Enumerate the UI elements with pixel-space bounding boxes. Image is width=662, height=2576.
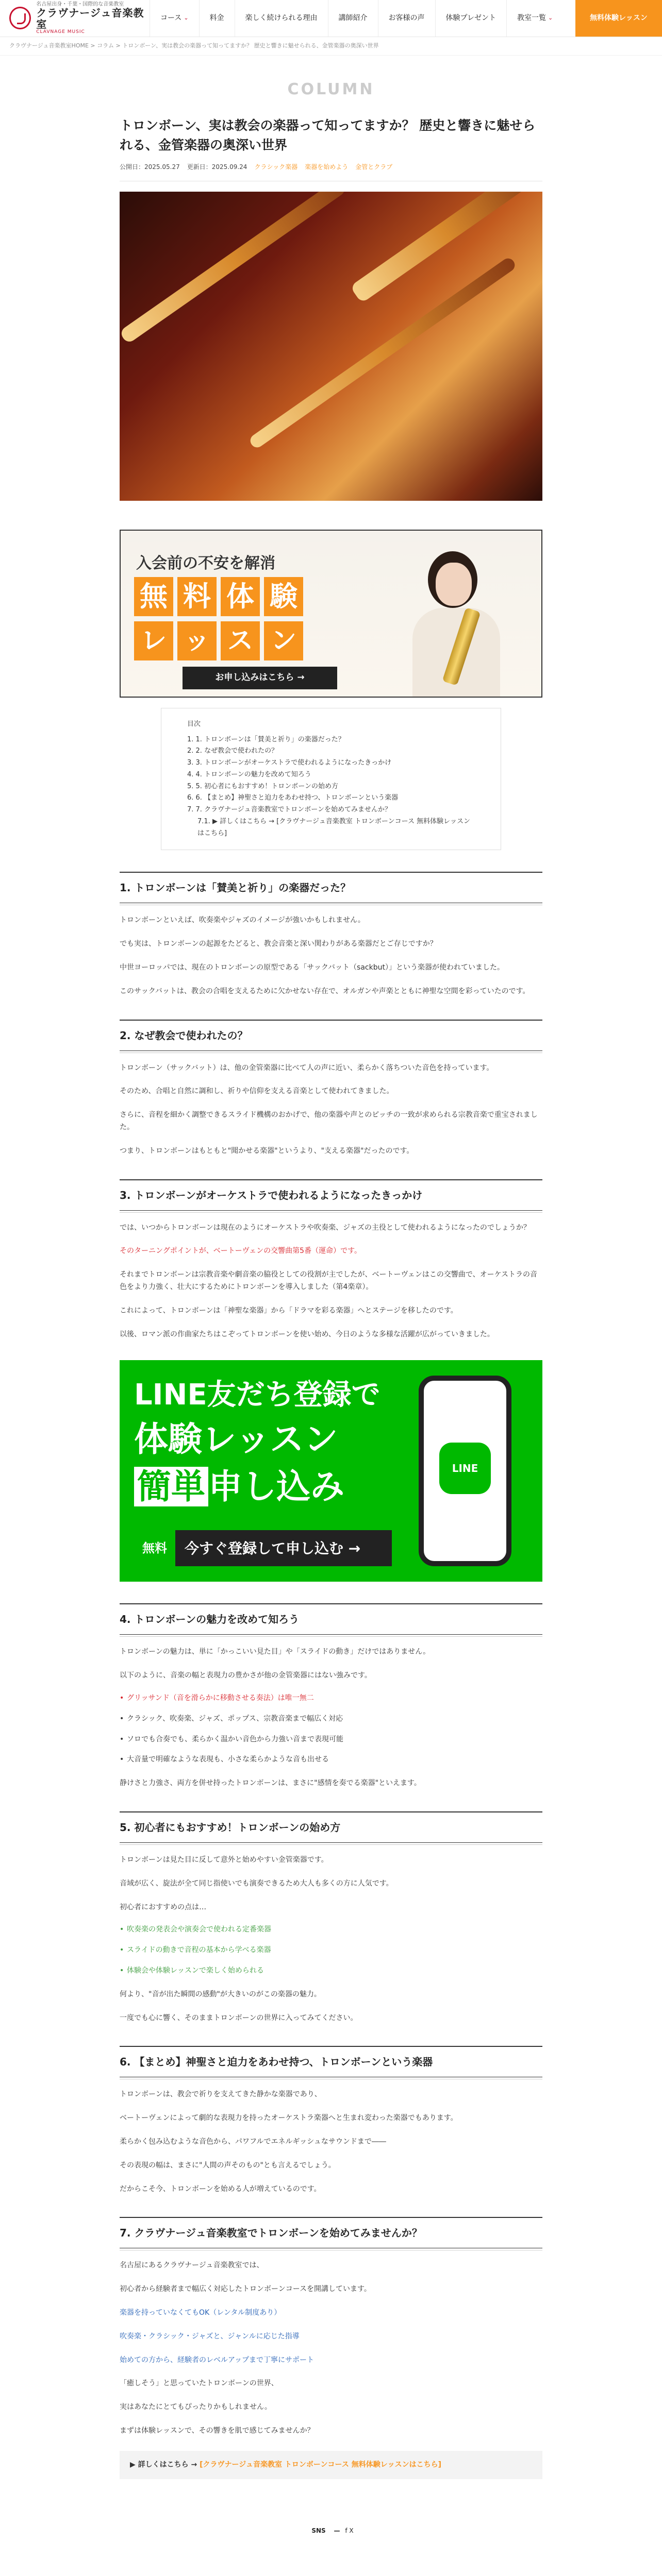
breadcrumb[interactable]: クラヴナージュ音楽教室HOME > コラム > トロンボーン、実は教会の楽器って知ってますか？ 歴史と響きに魅せられる、金管楽器の奥深い世界 — [0, 37, 662, 56]
list-item: • ソロでも合奏でも、柔らかく温かい音色から力強い音まで表現可能 — [120, 1734, 542, 1746]
paragraph: このサックバットは、教会の合唱を支えるために欠かせない存在で、オルガンや声楽とともに神聖な空間を彩っていたのです。 — [120, 987, 530, 995]
paragraph: だからこそ今、トロンボーンを始める人が増えているのです。 — [120, 2184, 321, 2193]
saxophone-player-image — [392, 531, 521, 698]
toc-title: 目次 — [187, 720, 201, 728]
nav-item-course[interactable]: コース ⌄ — [150, 0, 199, 37]
main-nav — [150, 0, 575, 37]
section-heading: 7. クラヴナージュ音楽教室でトロンボーンを始めてみませんか？ — [120, 2217, 542, 2248]
list-item: • 吹奏楽の発表会や演奏会で使われる定番楽器 — [120, 1924, 542, 1936]
line-banner-headline: LINE友だち登録で — [134, 1378, 380, 1412]
paragraph: 以下のように、音楽の幅と表現力の豊かさが他の金管楽器にはない強みです。 — [120, 1671, 372, 1680]
table-of-contents — [161, 708, 501, 851]
paragraph: 音域が広く、旋法が全て同じ指使いでも演奏できるため大人も多くの方に人気です。 — [120, 1879, 393, 1888]
paragraph: 吹奏楽・クラシック・ジャズと、ジャンルに応じた指導 — [120, 2332, 300, 2341]
paragraph: 一度でも心に響く、そのままトロンボーンの世界に入ってみてください。 — [120, 2013, 358, 2022]
paragraph: そのため、合唱と自然に調和し、祈りや信仰を支える音楽として使われてきました。 — [120, 1087, 394, 1096]
paragraph: つまり、トロンボーンはもともと"聞かせる楽器"というより、"支える楽器"だったのです。 — [120, 1146, 414, 1155]
line-banner-line3: 簡単申し込み — [134, 1458, 344, 1516]
toc-item[interactable]: 5. 5. 初心者にもおすすめ！トロンボーンの始め方 — [187, 782, 338, 790]
toc-item[interactable]: 4. 4. トロンボーンの魅力を改めて知ろう — [187, 770, 311, 778]
list-item: • グリッサンド（音を滑らかに移動させる奏法）は唯一無二 — [120, 1692, 542, 1705]
list-item: • スライドの動きで音程の基本から学べる楽器 — [120, 1944, 542, 1957]
brand-name: クラヴナージュ音楽教室 — [36, 7, 144, 31]
banner-apply-button[interactable]: お申し込みはこちら → — [183, 667, 337, 689]
list-item: • 体験会や体験レッスンで楽しく始められる — [120, 1965, 542, 1977]
page-title: トロンボーン、実は教会の楽器って知ってますか？ 歴史と響きに魅せられる、金管楽器の奥深い世界 — [120, 117, 536, 153]
paragraph: 名古屋にあるクラヴナージュ音楽教室では、 — [120, 2261, 264, 2270]
banner-headline: 入会前の不安を解消 — [136, 554, 275, 572]
paragraph: 始めての方から、経験者のレベルアップまで丁寧にサポート — [120, 2355, 315, 2364]
brand-subname: CLAVNAGE MUSIC — [36, 29, 85, 35]
paragraph: 静けさと力強さ、両方を併せ持ったトロンボーンは、まさに"感情を奏でる楽器"といえます。 — [120, 1779, 421, 1788]
published-date: 公開日：2025.05.27 — [120, 163, 180, 171]
tag-link[interactable]: クラシック楽器 — [254, 163, 298, 171]
paragraph: では、いつからトロンボーンは現在のようにオーケストラや吹奏楽、ジャズの主役として使われるようになったのでしょうか？ — [120, 1223, 531, 1232]
article-meta — [120, 162, 542, 181]
nav-item-voices[interactable]: お客様の声 — [378, 0, 435, 37]
paragraph: トロンボーンの魅力は、単に「かっこいい見た目」や「スライドの動き」だけではありません。 — [120, 1648, 431, 1656]
paragraph: ベートーヴェンによって劇的な表現力を持ったオーケストラ楽器へと生まれ変わった楽器でもあります。 — [120, 2114, 458, 2123]
paragraph: 「癒しそう」と思っていたトロンボーンの世界、 — [120, 2379, 278, 2388]
paragraph: そのターニングポイントが、ベートーヴェンの交響曲第5番（運命）です。 — [120, 1247, 361, 1256]
line-banner-line2: 体験レッスン — [134, 1419, 338, 1460]
trombone-trial-link[interactable]: [クラヴナージュ音楽教室 トロンボーンコース 無料体験レッスンはこちら] — [200, 2460, 441, 2469]
logo-mark-icon — [9, 7, 31, 29]
toc-subitem[interactable]: 7.1. ▶ 詳しくはこちら → [クラヴナージュ音楽教室 トロンボーンコース 無料体験レッスンはこちら] — [197, 817, 471, 837]
toc-item[interactable]: 6. 6. 【まとめ】神聖さと迫力をあわせ持つ、トロンボーンという楽器 — [187, 794, 399, 802]
line-register-banner[interactable] — [120, 1360, 542, 1582]
section-heading: 2. なぜ教会で使われたの？ — [120, 1020, 542, 1051]
updated-date: 更新日：2025.09.24 — [187, 163, 247, 171]
brand-logo[interactable] — [0, 2, 150, 35]
feature-list — [120, 1924, 542, 1977]
brand-tagline: 名古屋出身・千葉・国際的な音楽教室 — [36, 2, 124, 8]
paragraph: 初心者におすすめの点は… — [120, 1903, 207, 1911]
paragraph: それまでトロンボーンは宗教音楽や劇音楽の脇役としての役割が主でしたが、ベートーヴェンはこの交響曲で、オーケストラの音色をより力強く、壮大にするためにトロンボーンを導入しました（第4楽章）。 — [120, 1270, 538, 1291]
paragraph: さらに、音程を細かく調整できるスライド機構のおかげで、他の楽器や声とのピッチの一致が求められる宗教音楽で重宝されました。 — [120, 1111, 538, 1131]
share-label: SNS — [311, 2527, 326, 2535]
toc-item[interactable]: 3. 3. トロンボーンがオーケストラで使われるようになったきっかけ — [187, 759, 392, 767]
paragraph: でも実は、トロンボーンの起源をたどると、教会音楽と深い関わりがある楽器だとご存じですか？ — [120, 940, 437, 948]
detail-cta-box: ▶ 詳しくはこちら → [クラヴナージュ音楽教室 トロンボーンコース 無料体験レッスンはこちら] — [120, 2451, 542, 2480]
paragraph: まずは体験レッスンで、その響きを肌で感じてみませんか？ — [120, 2426, 315, 2435]
paragraph: 中世ヨーロッパでは、現在のトロンボーンの原型である「サックバット（sackbut）」という楽器が使われていました。 — [120, 963, 504, 972]
paragraph: その表現の幅は、まさに"人間の声そのもの"とも言えるでしょう。 — [120, 2161, 336, 2170]
article-main — [120, 56, 542, 2536]
toc-item[interactable]: 2. 2. なぜ教会で使われたの？ — [187, 747, 278, 755]
list-item: • クラシック、吹奏楽、ジャズ、ポップス、宗教音楽まで幅広く対応 — [120, 1713, 542, 1725]
hero-image — [120, 192, 542, 501]
toc-item[interactable]: 7. 7. クラヴナージュ音楽教室でトロンボーンを始めてみませんか？ — [187, 806, 392, 814]
paragraph: トロンボーンは見た目に反して意外と始めやすい金管楽器です。 — [120, 1855, 328, 1864]
paragraph: 何より、"音が出た瞬間の感動"が大きいのがこの楽器の魅力。 — [120, 1990, 321, 1998]
trombone-slide-shape — [120, 192, 347, 344]
section-label: COLUMN — [287, 80, 375, 98]
free-trial-button[interactable]: 無料体験レッスン — [575, 0, 662, 37]
x-icon[interactable]: X — [349, 2527, 354, 2535]
free-trial-banner[interactable] — [120, 530, 542, 698]
list-item: • 大音量で明確なような表現も、小さな柔らかような音も出せる — [120, 1754, 542, 1766]
section-heading: 5. 初心者にもおすすめ！トロンボーンの始め方 — [120, 1811, 542, 1843]
line-logo-icon: LINE — [439, 1443, 491, 1494]
paragraph: 楽器を持っていなくてもOK（レンタル制度あり） — [120, 2308, 282, 2317]
banner-title-row2: レ ッ ス ン — [134, 621, 303, 660]
facebook-icon[interactable]: f — [345, 2527, 347, 2535]
banner-title-row1: 無 料 体 験 — [134, 577, 303, 616]
paragraph: これによって、トロンボーンは「神聖な楽器」から「ドラマを彩る楽器」へとステージを移したのです。 — [120, 1306, 458, 1315]
chevron-down-icon: ⌄ — [548, 14, 553, 22]
chevron-down-icon: ⌄ — [184, 14, 189, 22]
site-header — [0, 0, 662, 37]
paragraph: 以後、ロマン派の作曲家たちはこぞってトロンボーンを使い始め、今日のような多様な活躍が広がっていきました。 — [120, 1330, 494, 1338]
feature-list — [120, 1692, 542, 1766]
paragraph: 柔らかく包み込むような音色から、パワフルでエネルギッシュなサウンドまで―― — [120, 2137, 386, 2146]
line-register-button[interactable]: 無料 今すぐ登録して申し込む → — [134, 1530, 392, 1566]
paragraph: 初心者から経験者まで幅広く対応したトロンボーンコースを開講しています。 — [120, 2285, 371, 2294]
nav-item-present[interactable]: 体験プレゼント — [435, 0, 506, 37]
toc-item[interactable]: 1. 1. トロンボーンは「賛美と祈り」の楽器だった？ — [187, 735, 345, 743]
paragraph: 実はあなたにとてもぴったりかもしれません。 — [120, 2403, 272, 2412]
tag-link[interactable]: 金管とクラブ — [355, 163, 393, 171]
nav-item-price[interactable]: 料金 — [199, 0, 235, 37]
trombone-bell-shape — [350, 192, 539, 303]
share-bar: SNS — f X — [311, 2527, 354, 2535]
paragraph: トロンボーン（サックバット）は、他の金管楽器に比べて人の声に近い、柔らかく落ちついた音色を持っています。 — [120, 1063, 494, 1072]
paragraph: トロンボーンは、教会で祈りを支えてきた静かな楽器であり、 — [120, 2090, 322, 2099]
section-heading: 6. 【まとめ】神聖さと迫力をあわせ持つ、トロンボーンという楽器 — [120, 2046, 542, 2077]
paragraph: トロンボーンといえば、吹奏楽やジャズのイメージが強いかもしれません。 — [120, 916, 365, 925]
nav-item-teachers[interactable]: 講師紹介 — [328, 0, 378, 37]
nav-item-reasons[interactable]: 楽しく続けられる理由 — [235, 0, 328, 37]
section-heading: 1. トロンボーンは「賛美と祈り」の楽器だった？ — [120, 872, 542, 903]
nav-item-schools[interactable]: 教室一覧 ⌄ — [506, 0, 563, 37]
section-heading: 4. トロンボーンの魅力を改めて知ろう — [120, 1603, 542, 1635]
section-heading: 3. トロンボーンがオーケストラで使われるようになったきっかけ — [120, 1179, 542, 1211]
tag-link[interactable]: 楽器を始めよう — [305, 163, 349, 171]
smartphone-icon — [419, 1376, 511, 1566]
